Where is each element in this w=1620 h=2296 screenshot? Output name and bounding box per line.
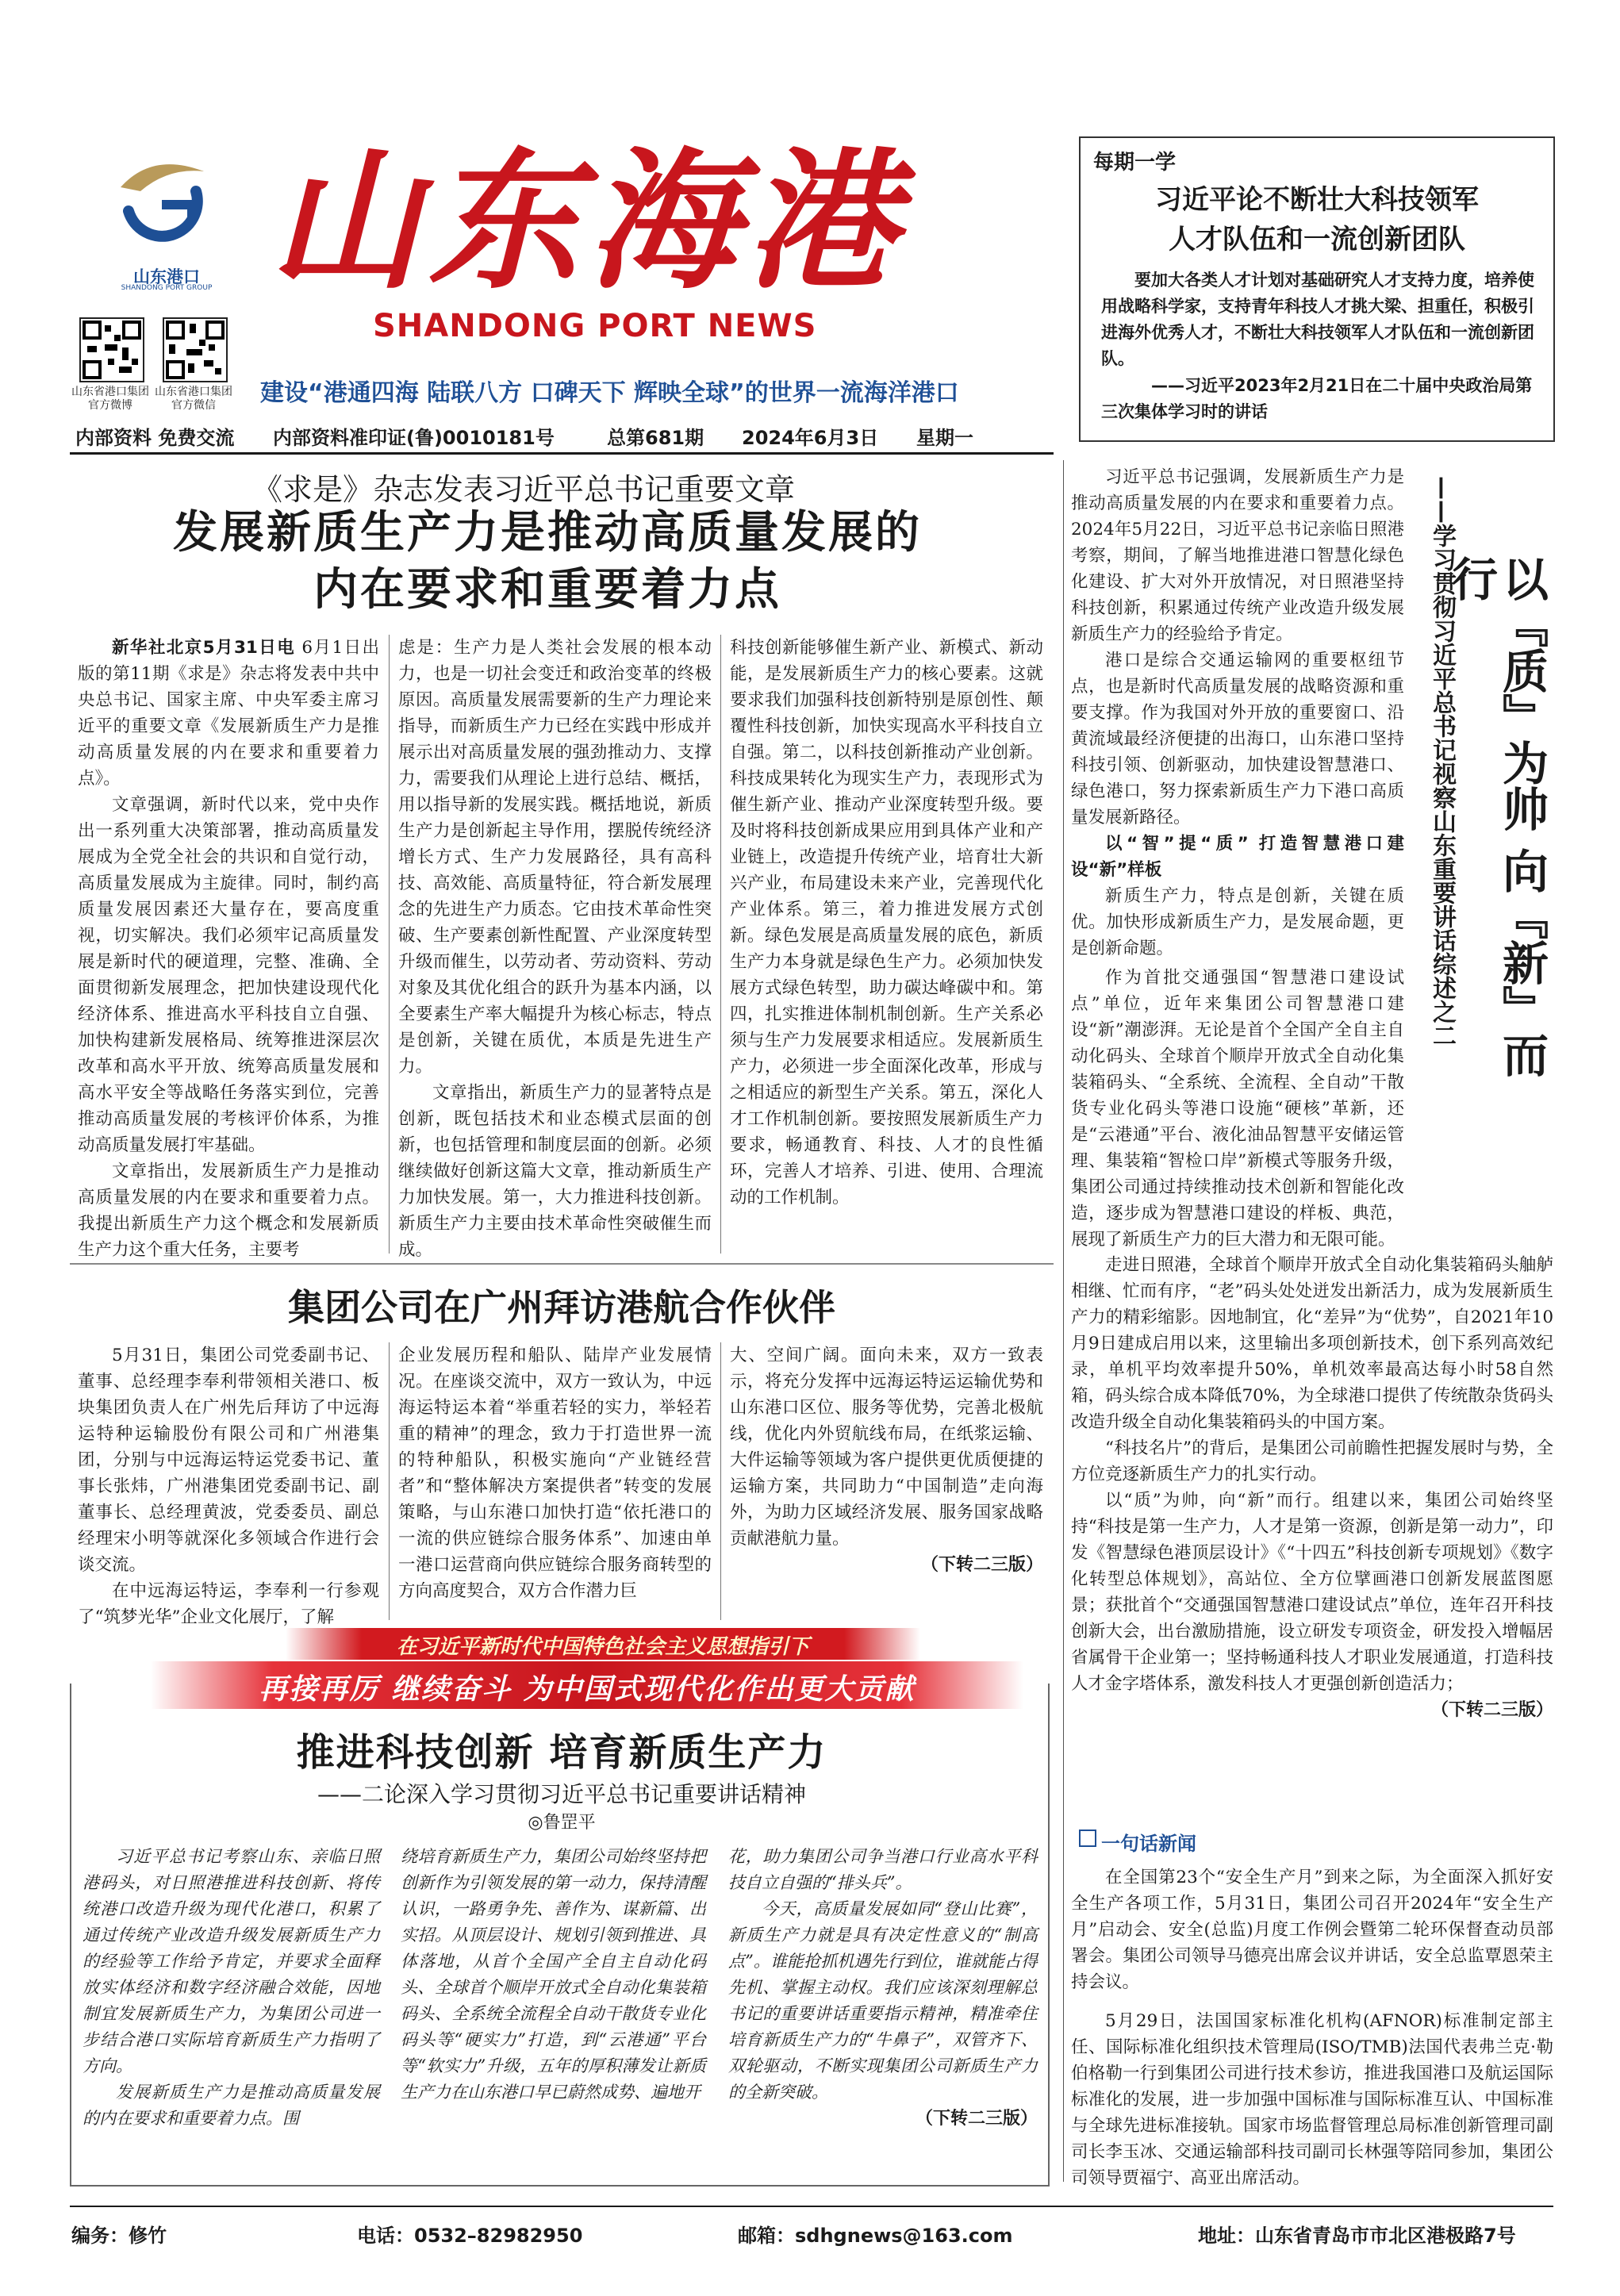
- weekly-title-line2: 人才队伍和一流创新团队: [1169, 224, 1465, 255]
- feature-p2: 港口是综合交通运输网的重要枢纽节点，也是新时代高质量发展的战略资源和重要支撑。作为我国对外开放的重要窗口、沿黄流域最经济便捷的出海口，山东港口坚持科技引领、创新驱动，加快建设智慧港口、绿色港口，努力探索新质生产力下港口高质量发展新路径。: [1071, 651, 1404, 827]
- permit-number: 内部资料准印证(鲁)0010181号: [273, 427, 555, 449]
- footer-editor: 编务：修竹: [71, 2225, 167, 2247]
- feature-subhead: ——学习贯彻习近平总书记视察山东重要讲话综述之二: [1428, 476, 1456, 1047]
- issue-number: 总第681期: [607, 427, 704, 449]
- guangzhou-col-1: [78, 1342, 379, 1630]
- commentary-banner-main: [151, 1661, 1023, 1709]
- footer-phone: 电话：0532–82982950: [357, 2225, 583, 2247]
- lead-col1-p2: 文章强调，新时代以来，党中央作出一系列重大决策部署，推动高质量发展成为全党全社会的共识和自觉行动，高质量发展成为主旋律。同时，制约高质量发展因素还大量存在，要高度重视，切实解决。我们必须牢记高质量发展是新时代的硬道理，完整、准确、全面贯彻新发展理念，把加快建设现代化经济体系、推进高水平科技自立自强、加快构建新发展格局、统筹推进深层次改革和高水平开放、统筹高质量发展和高水平安全等战略任务落实到位，完善推动高质量发展的考核评价体系，为推动高质量发展打牢基础。: [78, 795, 379, 1155]
- weekly-body: 要加大各类人才计划对基础研究人才支持力度，培养使用战略科学家，支持青年科技人才挑大梁、担重任，积极引进海外优秀人才，不断壮大科技领军人才队伍和一流创新团队。: [1101, 271, 1534, 368]
- column-divider: [389, 635, 390, 1254]
- brief-1: 在全国第23个“安全生产月”到来之际，为全面深入抓好安全生产各项工作，5月31日，集团公司召开2024年“安全生产月”启动会、安全(总监)月度工作例会暨第二轮环保督查动员部署会。集团公司领导马德亮出席会议并讲话，安全总监覃恩荣主持会议。: [1071, 1868, 1553, 1992]
- logo-name-en: SHANDONG PORT GROUP: [121, 284, 213, 292]
- lead-headline-line1: 发展新质生产力是推动高质量发展的: [173, 507, 922, 559]
- weekly-title-line1: 习近平论不断壮大科技领军: [1155, 184, 1479, 216]
- feature-p5: 走进日照港，全球首个顺岸开放式全自动化集装箱码头舳舻相继、忙而有序，“老”码头处处迸发出新活力，成为发展新质生产力的精彩缩影。因地制宜，化“差异”为“优势”，自2021年10月9日建成启用以来，这里输出多项创新技术，创下系列高效纪录，单机平均效率提升50%，单机效率最高达每小时58自然箱，码头综合成本降低70%，为全球港口提供了传统散杂货码头改造升级全自动化集装箱码头的中国方案。: [1071, 1255, 1553, 1432]
- column-divider: [720, 635, 721, 1254]
- lead-col1-p3: 文章指出，发展新质生产力是推动高质量发展的内在要求和重要着力点。我提出新质生产力这个概念和发展新质生产力这个重大任务，主要考: [78, 1161, 379, 1260]
- lead-col-3: [730, 635, 1043, 1211]
- guangzhou-col1-p2: 在中远海运特运，李奉利一行参观了“筑梦光华”企业文化展厅，了解: [78, 1581, 379, 1627]
- logo-name-cn: 山东港口: [133, 267, 200, 286]
- feature-p6: “科技名片”的背后，是集团公司前瞻性把握发展时与势，全方位竞逐新质生产力的扎实行动。: [1071, 1438, 1553, 1484]
- commentary-col1-p1: 习近平总书记考察山东、亲临日照港码头，对日照港推进科技创新、将传统港口改造升级为现代化港口，积累了通过传统产业改造升级发展新质生产力的经验等工作给予肯定，并要求全面释放实体经济和数字经济融合效能，因地制宜发展新质生产力，为集团公司进一步结合港口实际培育新质生产力指明了方向。: [83, 1847, 380, 2075]
- wechat-qr-code: [163, 317, 228, 382]
- issue-weekday: 星期一: [916, 427, 973, 449]
- qr-icon: [164, 319, 226, 381]
- brief-2: 5月29日，法国国家标准化机构(AFNOR)标准制定部主任、国际标准化组织技术管理局(ISO/TMB)法国代表弗兰克·勒伯格勒一行到集团公司进行技术参访，推进我国港口及航运国际标准化的发展，进一步加强中国标准与国际标准互认、中国标准与全球先进标准接轨。国家市场监督管理总局标准创新管理司副司长李玉冰、交通运输部科技司副司长林强等陪同参加，集团公司领导贾福宁、高亚出席活动。: [1071, 2011, 1553, 2188]
- commentary-col-3: [728, 1844, 1038, 2132]
- feature-p7: 以“质”为帅，向“新”而行。组建以来，集团公司始终坚持“科技是第一生产力，人才是第一资源，创新是第一动力”，印发《智慧绿色港顶层设计》《“十四五”科技创新专项规划》《数字化转型总体规划》，高站位、全方位擘画港口创新发展蓝图愿景；获批首个“交通强国智慧港口建设试点”单位，连年召开科技创新大会，出台激励措施，设立研发专项资金，研发投入增幅居省属骨干企业第一；坚持畅通科技人才职业发展通道，打造科技人才金字塔体系，激发科技人才更强创新创造活力；: [1071, 1491, 1553, 1694]
- commentary-col1-p2: 发展新质生产力是推动高质量发展的内在要求和重要着力点。围: [83, 2083, 380, 2128]
- commentary-headline: 推进科技创新 培育新质生产力: [296, 1730, 827, 1775]
- commentary-col3-p2: 今天，高质量发展如同“登山比赛”，新质生产力就是具有决定性意义的“制高点”。谁能抢抓机遇先行到位，谁就能占得先机、掌握主动权。我们应该深刻理解总书记的重要讲话重要指示精神，精准牵住培育新质生产力的“牛鼻子”，双管齐下、双轮驱动，不断实现集团公司新质生产力的全新突破。: [728, 1899, 1038, 2102]
- masthead-title-text: 山东海港: [269, 135, 905, 309]
- qr-icon: [81, 319, 143, 381]
- banner-top-text: 在习近平新时代中国特色社会主义思想指引下: [396, 1635, 809, 1659]
- footer-address: 地址：山东省青岛市市北区港极路7号: [1198, 2225, 1516, 2247]
- column-divider: [720, 1342, 721, 1620]
- banner-main-text: 再接再厉 继续奋斗 为中国式现代化作出更大贡献: [259, 1673, 916, 1706]
- weibo-qr-caption: 山东省港口集团官方微博: [71, 386, 149, 412]
- masthead-rule: [70, 452, 1054, 455]
- feature-p4: 作为首批交通强国“智慧港口建设试点”单位，近年来集团公司智慧港口建设“新”潮澎湃。无论是首个全国产全自主自动化码头、全球首个顺岸开放式全自动化集装箱码头、“全系统、全流程、全自动”干散货专业化码头等港口设施“硬核”革新，还是“云港通”平台、液化油品智慧平安储运管理、集装箱“智检口岸”新模式等服务升级，集团公司通过持续推动技术创新和智能化改造，逐步成为智慧港口建设的样板、典范，展现了新质生产力的巨大潜力和无限可能。: [1071, 968, 1404, 1250]
- commentary-author: ◎鲁罡平: [528, 1813, 596, 1833]
- lead-kicker: 《求是》杂志发表习近平总书记重要文章: [251, 472, 795, 507]
- briefs-body: [1071, 1864, 1553, 2191]
- feature-p3: 新质生产力，特点是创新，关键在质优。加快形成新质生产力，是发展命题，更是创新命题。: [1071, 886, 1404, 958]
- commentary-col-1: [83, 1844, 380, 2132]
- commentary-col3-p1: 花，助力集团公司争当港口行业高水平科技自立自强的“排头兵”。: [728, 1847, 1038, 1892]
- brief-square-icon: [1079, 1830, 1096, 1847]
- internal-note: 内部资料 免费交流: [75, 427, 235, 449]
- commentary-continued: （下转二三版）: [915, 2109, 1038, 2129]
- section-rule: [70, 1263, 1054, 1265]
- lead-dateline: 新华社北京5月31日电: [112, 638, 296, 658]
- guangzhou-col2: 企业发展历程和船队、陆岸产业发展情况。在座谈交流中，双方一致认为，中远海运特运本着“举重若轻的实力，举轻若重的精神”的理念，致力于打造世界一流的特种船队，积极实施向“产业链经营者”和“整体解决方案提供者”转变的发展策略，与山东港口加快打造“依托港口的一流的供应链综合服务体系”、加速由单一港口运营商向供应链综合服务商转型的方向高度契合，双方合作潜力巨: [398, 1346, 712, 1601]
- slogan: 建设“港通四海 陆联八方 口碑天下 辉映全球”的世界一流海洋港口: [260, 379, 959, 407]
- lead-col-1: [78, 635, 379, 1263]
- guangzhou-col1-p1: 5月31日，集团公司党委副书记、董事、总经理李奉利带领相关港口、板块集团负责人在广州先后拜访了中远海运特种运输股份有限公司和广州港集团，分别与中远海运特运党委书记、董事长张炜，广州港集团党委副书记、副董事长、总经理黄波，党委委员、副总经理宋小明等就深化多领域合作进行会谈交流。: [78, 1346, 379, 1575]
- weekly-source: ——习近平2023年2月21日在二十届中央政治局第三次集体学习时的讲话: [1101, 376, 1533, 421]
- feature-col-bottom: [1071, 1252, 1553, 1723]
- lead-col2-p1: 虑是：生产力是人类社会发展的根本动力，也是一切社会变迁和政治变革的终极原因。高质量发展需要新的生产力理论来指导，而新质生产力已经在实践中形成并展示出对高质量发展的强劲推动力、支撑力，需要我们从理论上进行总结、概括，用以指导新的发展实践。概括地说，新质生产力是创新起主导作用，摆脱传统经济增长方式、生产力发展路径，具有高科技、高效能、高质量特征，符合新发展理念的先进生产力质态。它由技术革命性突破、生产要素创新性配置、产业深度转型升级而催生，以劳动者、劳动资料、劳动对象及其优化组合的跃升为基本内涵，以全要素生产率大幅提升为核心标志，特点是创新，关键在质优，本质是先进生产力。: [398, 638, 712, 1077]
- weekly-quote-box: [1079, 136, 1555, 442]
- commentary-banner-top: [286, 1628, 920, 1660]
- issue-date: 2024年6月3日: [742, 427, 879, 449]
- guangzhou-col3: 大、空间广阔。面向未来，双方一致表示，将充分发挥中远海运特运运输优势和山东港口区位、服务等优势，完善北极航线，优化内外贸航线布局，在纸浆运输、大件运输等领域为客户提供更优质便捷的运输方案，共同助力“中国制造”走向海外，为助力区域经济发展、服务国家战略贡献港航力量。: [730, 1346, 1043, 1549]
- guangzhou-col-2: [398, 1342, 712, 1604]
- main-divider: [1063, 460, 1064, 2182]
- commentary-col-2: [401, 1844, 706, 2106]
- feature-p1: 习近平总书记强调，发展新质生产力是推动高质量发展的内在要求和重要着力点。2024年5月22日，习近平总书记亲临日照港考察，期间，了解当地推进港口智慧化绿色化建设、扩大对外开放情况，对日照港坚持科技创新，积累通过传统产业改造升级发展新质生产力的经验给予肯定。: [1071, 467, 1404, 644]
- guangzhou-col-3: [730, 1342, 1043, 1578]
- footer-email: 邮箱：sdhgnews@163.com: [738, 2225, 1013, 2247]
- guangzhou-headline: 集团公司在广州拜访港航合作伙伴: [288, 1286, 835, 1329]
- wechat-qr-caption: 山东省港口集团官方微信: [155, 386, 232, 412]
- lead-col3-p1: 科技创新能够催生新产业、新模式、新动能，是发展新质生产力的核心要素。这就要求我们加强科技创新特别是原创性、颠覆性科技创新，加快实现高水平科技自立自强。第二，以科技创新推动产业创新。科技成果转化为现实生产力，表现形式为催生新产业、推动产业深度转型升级。要及时将科技创新成果应用到具体产业和产业链上，改造提升传统产业，培育壮大新兴产业，布局建设未来产业，完善现代化产业体系。第三，着力推进发展方式创新。绿色发展是高质量发展的底色，新质生产力本身就是绿色生产力。必须加快发展方式绿色转型，助力碳达峰碳中和。第四，扎实推进体制机制创新。生产关系必须与生产力发展要求相适应。发展新质生产力，必须进一步全面深化改革，形成与之相适应的新型生产关系。第五，深化人才工作机制创新。要按照发展新质生产力要求，畅通教育、科技、人才的良性循环，完善人才培养、引进、使用、合理流动的工作机制。: [730, 638, 1043, 1208]
- lead-col2-p2: 文章指出，新质生产力的显著特点是创新，既包括技术和业态模式层面的创新，也包括管理和制度层面的创新。必须继续做好创新这篇大文章，推动新质生产力加快发展。第一，大力推进科技创新。新质生产力主要由技术革命性突破催生而成。: [398, 1083, 712, 1260]
- feature-headline: 以『质』为帅 向『新』而行: [1444, 555, 1549, 1078]
- commentary-subhead: ——二论深入学习贯彻习近平总书记重要讲话精神: [317, 1781, 806, 1807]
- guangzhou-continued: （下转二三版）: [920, 1555, 1043, 1575]
- lead-col-2: [398, 635, 712, 1263]
- lead-headline-line2: 内在要求和重要着力点: [313, 564, 781, 616]
- lead-headline: [56, 505, 1039, 619]
- masthead-title: [254, 135, 920, 309]
- briefs-title: 一句话新闻: [1101, 1833, 1196, 1855]
- column-divider: [389, 1342, 390, 1620]
- shandong-port-logo-icon: [113, 155, 216, 251]
- masthead-title-en: SHANDONG PORT NEWS: [373, 308, 817, 344]
- weekly-label: 每期一学: [1093, 151, 1177, 175]
- feature-section-title: 以“智”提“质” 打造智慧港口建设“新”样板: [1071, 834, 1404, 880]
- footer-rule: [70, 2206, 1553, 2207]
- weibo-qr-code: [79, 317, 144, 382]
- lead-col1-p1: 6月1日出版的第11期《求是》杂志将发表中共中央总书记、国家主席、中央军委主席习近平的重要文章《发展新质生产力是推动高质量发展的内在要求和重要着力点》。: [78, 638, 379, 789]
- feature-col-top: [1071, 464, 1404, 1253]
- feature-continued: （下转二三版）: [1430, 1700, 1553, 1720]
- commentary-col2-p1: 绕培育新质生产力，集团公司始终坚持把创新作为引领发展的第一动力，保持清醒认识，一路勇争先、善作为、谋新篇、出实招。从顶层设计、规划引领到推进、具体落地，从首个全国产全自主自动化码头、全球首个顺岸开放式全自动化集装箱码头、全系统全流程全自动干散货专业化码头等“硬实力”打造，到“云港通”平台等“软实力”升级，五年的厚积薄发让新质生产力在山东港口早已蔚然成势、遍地开: [401, 1847, 706, 2102]
